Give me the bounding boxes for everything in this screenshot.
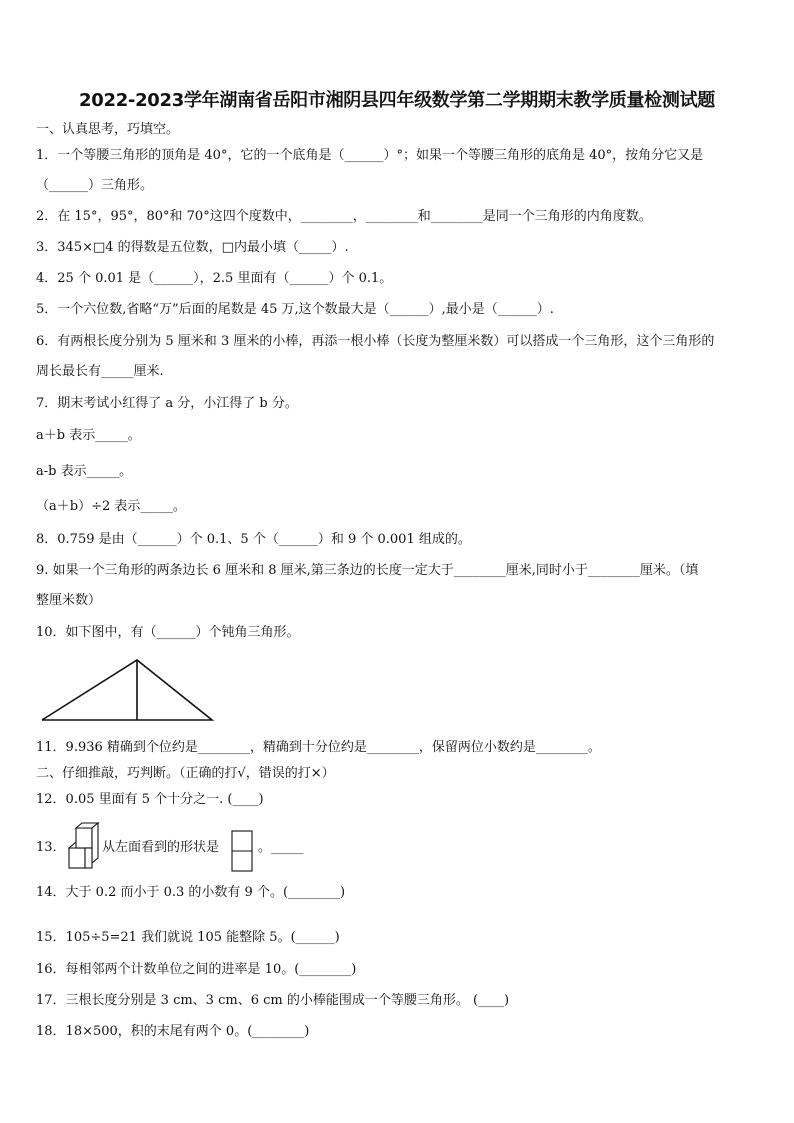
cube-stack-figure	[68, 822, 102, 870]
page-title: 2022-2023学年湖南省岳阳市湘阴县四年级数学第二学期期末教学质量检测试题	[79, 90, 715, 111]
question-16: 16．每相邻两个计数单位之间的进率是 10。(________)	[36, 962, 357, 977]
question-18: 18．18×500，积的末尾有两个 0。(________)	[36, 1024, 310, 1039]
question-13-answer: 。_____	[258, 840, 304, 855]
question-9-line-1: 9. 如果一个三角形的两条边长 6 厘米和 8 厘米,第三条边的长度一定大于________厘米,同时小于________厘米。（填	[36, 563, 699, 578]
question-6-line-1: 6．有两根长度分别为 5 厘米和 3 厘米的小棒，再添一根小棒（长度为整厘米数）可以搭成一个三角形，这个三角形的	[36, 334, 715, 349]
question-7-sub-a: a＋b 表示_____。	[36, 428, 141, 443]
question-8: 8．0.759 是由（______）个 0.1、5 个（______）和 9 个 0.001 组成的。	[36, 532, 471, 547]
question-3: 3．345×□4 的得数是五位数，□内最小填（_____）.	[36, 240, 349, 255]
section-heading-fill-blank: 一、认真思考，巧填空。	[36, 122, 180, 137]
question-11: 11．9.936 精确到个位约是________，精确到十分位约是________，保留两位小数约是________。	[36, 740, 601, 755]
question-14: 14．大于 0.2 而小于 0.3 的小数有 9 个。(________)	[36, 885, 346, 900]
question-6-line-2: 周长最长有_____厘米.	[36, 364, 164, 379]
question-12: 12．0.05 里面有 5 个十分之一. (____)	[36, 792, 264, 807]
question-17: 17．三根长度分别是 3 cm、3 cm、6 cm 的小棒能围成一个等腰三角形。 (____)	[36, 993, 510, 1008]
question-1-line-1: 1．一个等腰三角形的顶角是 40°，它的一个底角是（______）°；如果一个等腰三角形的底角是 40°，按角分它又是	[36, 148, 704, 163]
question-2: 2．在 15°，95°，80°和 70°这四个度数中，________，________和________是同一个三角形的内角度数。	[36, 209, 652, 224]
question-1-line-2: （______）三角形。	[36, 178, 154, 193]
question-13	[36, 822, 436, 872]
question-13-number: 13．	[36, 840, 66, 855]
left-view-figure	[231, 830, 253, 872]
outer-triangle	[42, 660, 212, 720]
question-5: 5．一个六位数,省略“万”后面的尾数是 45 万,这个数最大是（______）,最小是（______）.	[36, 302, 554, 317]
question-7-sub-b: a-b 表示_____。	[36, 464, 133, 479]
question-9-line-2: 整厘米数）	[36, 593, 102, 608]
question-13-text: 从左面看到的形状是	[102, 840, 220, 855]
question-10: 10．如下图中，有（______）个钝角三角形。	[36, 625, 300, 640]
triangle-figure	[40, 652, 220, 724]
question-4: 4．25 个 0.01 是（______），2.5 里面有（______）个 0.1。	[36, 271, 393, 286]
question-7: 7．期末考试小红得了 a 分，小江得了 b 分。	[36, 396, 298, 411]
question-15: 15．105÷5=21 我们就说 105 能整除 5。(______)	[36, 930, 340, 945]
section-heading-judge: 二、仔细推敲，巧判断。（正确的打√，错误的打×）	[36, 766, 335, 781]
question-7-sub-c: （a＋b）÷2 表示_____。	[36, 499, 186, 514]
